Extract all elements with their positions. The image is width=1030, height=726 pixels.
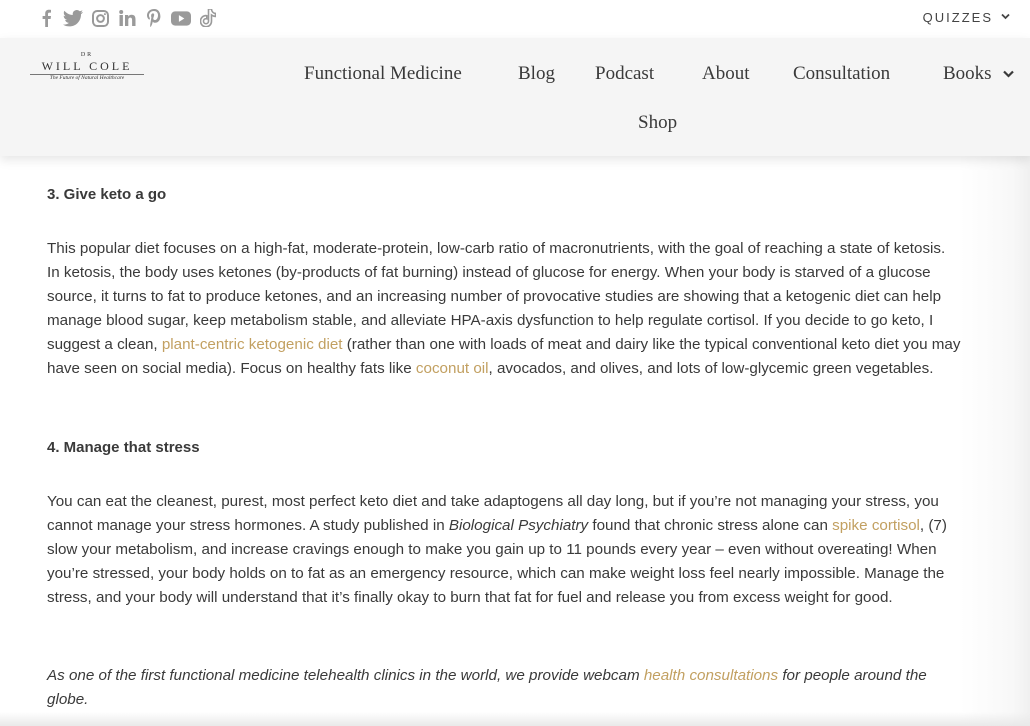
text: found that chronic stress alone can — [588, 517, 833, 534]
books-chevron-down-icon[interactable] — [1003, 69, 1014, 81]
text: (rather than one with loads of meat and dairy like the typical conventional keto diet you may have seen on social media). Focus on healthy fats like — [47, 336, 961, 377]
nav-item-podcast[interactable]: Podcast — [595, 63, 655, 84]
link-coconut-oil[interactable]: coconut oil — [415, 360, 489, 377]
instagram-icon[interactable] — [90, 7, 110, 29]
twitter-icon[interactable] — [63, 7, 83, 29]
right-edge-fade — [960, 156, 1030, 726]
facebook-icon[interactable] — [36, 7, 56, 29]
paragraph-stress — [47, 490, 962, 610]
youtube-icon[interactable] — [171, 7, 191, 29]
text: You can eat the cleanest, purest, most perfect keto diet and take adaptogens all day long, but if you’re not managing your stress, you cannot manage your stress hormones. A study published in — [47, 493, 939, 534]
section-heading-stress: 4. Manage that stress — [47, 439, 200, 456]
link-health-consultations[interactable]: health consultations — [643, 667, 779, 684]
nav-item-functional-medicine[interactable]: Functional Medicine — [304, 63, 462, 84]
top-bar — [0, 0, 1030, 38]
section-heading-keto: 3. Give keto a go — [47, 186, 167, 203]
bottom-edge-fade — [0, 712, 1030, 726]
nav-item-about[interactable]: About — [702, 63, 750, 84]
main-nav — [0, 38, 1030, 156]
link-spike-cortisol[interactable]: spike cortisol — [832, 517, 920, 534]
social-links — [36, 7, 218, 29]
nav-item-consultation[interactable]: Consultation — [793, 63, 891, 84]
paragraph-keto — [47, 237, 962, 381]
quizzes-menu[interactable] — [923, 10, 1010, 25]
linkedin-icon[interactable] — [117, 7, 137, 29]
chevron-down-icon — [1001, 12, 1010, 23]
text: , avocados, and olives, and lots of low-glycemic green vegetables. — [488, 360, 934, 377]
site-header — [0, 38, 1030, 156]
nav-item-blog[interactable]: Blog — [518, 63, 555, 84]
text: , (7) slow your metabolism, and increase cravings enough to make you gain up to 11 pounds every year – even without overeating! When you’re stressed, your body holds on to fat as an emergency resource, which can make weight loss feel nearly impossible. Manage the stress, and your body will understand that it’s finally okay to burn that fat for fuel and release you from excess weight for good. — [47, 517, 947, 606]
link-plant-centric-keto[interactable]: plant-centric ketogenic diet — [161, 336, 343, 353]
text: This popular diet focuses on a high-fat, moderate-protein, low-carb ratio of macronutrients, with the goal of reaching a state of ketosis. In ketosis, the body uses ketones (by-products of fat burning) instead of glucose for energy. When your body is starved of a glucose source, it turns to fat to produce ketones, and an increasing number of provocative studies are showing that a ketogenic diet can help manage blood sugar, keep metabolism stable, and alleviate HPA-axis dysfunction to help regulate cortisol. If you decide to go keto, I suggest a clean, — [47, 240, 946, 353]
journal-title: Biological Psychiatry — [448, 517, 589, 534]
logo-dr: DR — [80, 52, 94, 58]
text: As one of the first functional medicine telehealth clinics in the world, we provide webcam — [47, 667, 644, 684]
pinterest-icon[interactable] — [144, 7, 164, 29]
nav-item-books[interactable]: Books — [943, 63, 992, 84]
logo-name: WILL COLE — [41, 59, 133, 73]
paragraph-consultation-cta — [47, 664, 962, 712]
tiktok-icon[interactable] — [198, 7, 218, 29]
quizzes-label: QUIZZES — [922, 10, 993, 25]
text: for people around the globe. — [47, 667, 927, 708]
nav-item-shop[interactable]: Shop — [638, 112, 678, 133]
logo-tagline: The Future of Natural Healthcare — [49, 75, 125, 81]
